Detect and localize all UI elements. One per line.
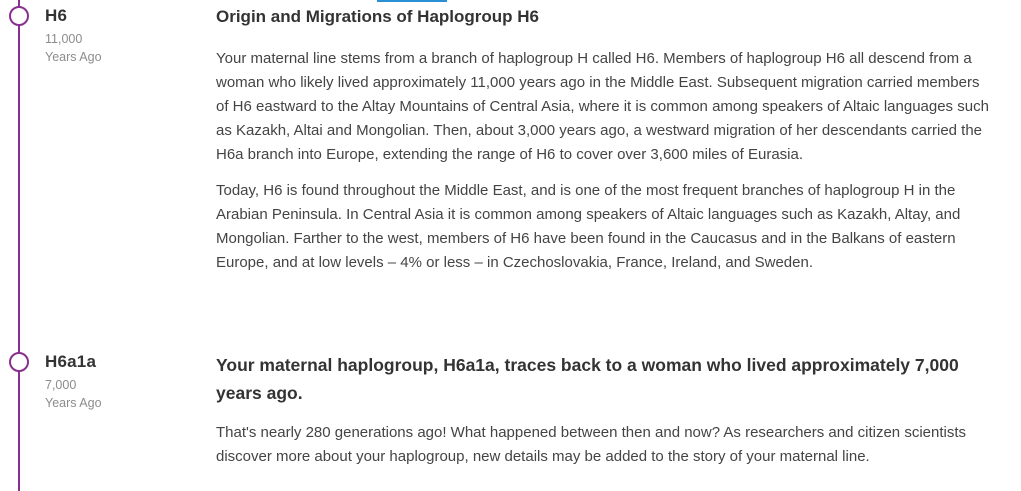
years-label: Years Ago bbox=[45, 50, 102, 64]
timeline-node-icon bbox=[9, 352, 29, 372]
haplogroup-description bbox=[216, 5, 996, 287]
haplogroup-age bbox=[45, 30, 102, 66]
haplogroup-name: H6a1a bbox=[45, 352, 97, 371]
years-value: 7,000 bbox=[45, 378, 77, 392]
section-title: Your maternal haplogroup, H6a1a, traces back to a woman who lived approximately 7,000 years ago. bbox=[216, 355, 959, 403]
timeline-node-icon bbox=[9, 6, 29, 26]
haplogroup-description bbox=[216, 351, 996, 481]
paragraph: That's nearly 280 generations ago! What happened between then and now? As researchers and citizen scientists discover more about your haplogroup, new details may be added to the story of your maternal line. bbox=[216, 424, 966, 465]
haplogroup-name: H6 bbox=[45, 6, 68, 25]
years-value: 11,000 bbox=[45, 32, 83, 46]
years-label: Years Ago bbox=[45, 396, 102, 410]
paragraph: Today, H6 is found throughout the Middle East, and is one of the most frequent branches of haplogroup H in the Arabian Peninsula. In Central Asia it is common among speakers of Altaic languages such as Kazakh, Altay, and Mongolian. Farther to the west, members of H6 have been found in the Caucasus and in the Balkans of eastern Europe, and at low levels – 4% or less – in Czechoslovakia, France, Ireland, and Sweden. bbox=[216, 182, 961, 271]
paragraph: Your maternal line stems from a branch of haplogroup H called H6. Members of haplogroup H6 all descend from a woman who likely lived approximately 11,000 years ago in the Middle East. Subsequent migration carried members of H6 eastward to the Altay Mountains of Central Asia, where it is common among speakers of Altaic languages such as Kazakh, Altai and Mongolian. Then, about 3,000 years ago, a westward migration of her descendants carried the H6a branch into Europe, extending the range of H6 to cover over 3,600 miles of Eurasia. bbox=[216, 50, 989, 163]
section-title: Origin and Migrations of Haplogroup H6 bbox=[216, 7, 539, 26]
haplogroup-age bbox=[45, 376, 102, 412]
timeline-line bbox=[18, 0, 20, 491]
active-tab-indicator bbox=[377, 0, 447, 2]
